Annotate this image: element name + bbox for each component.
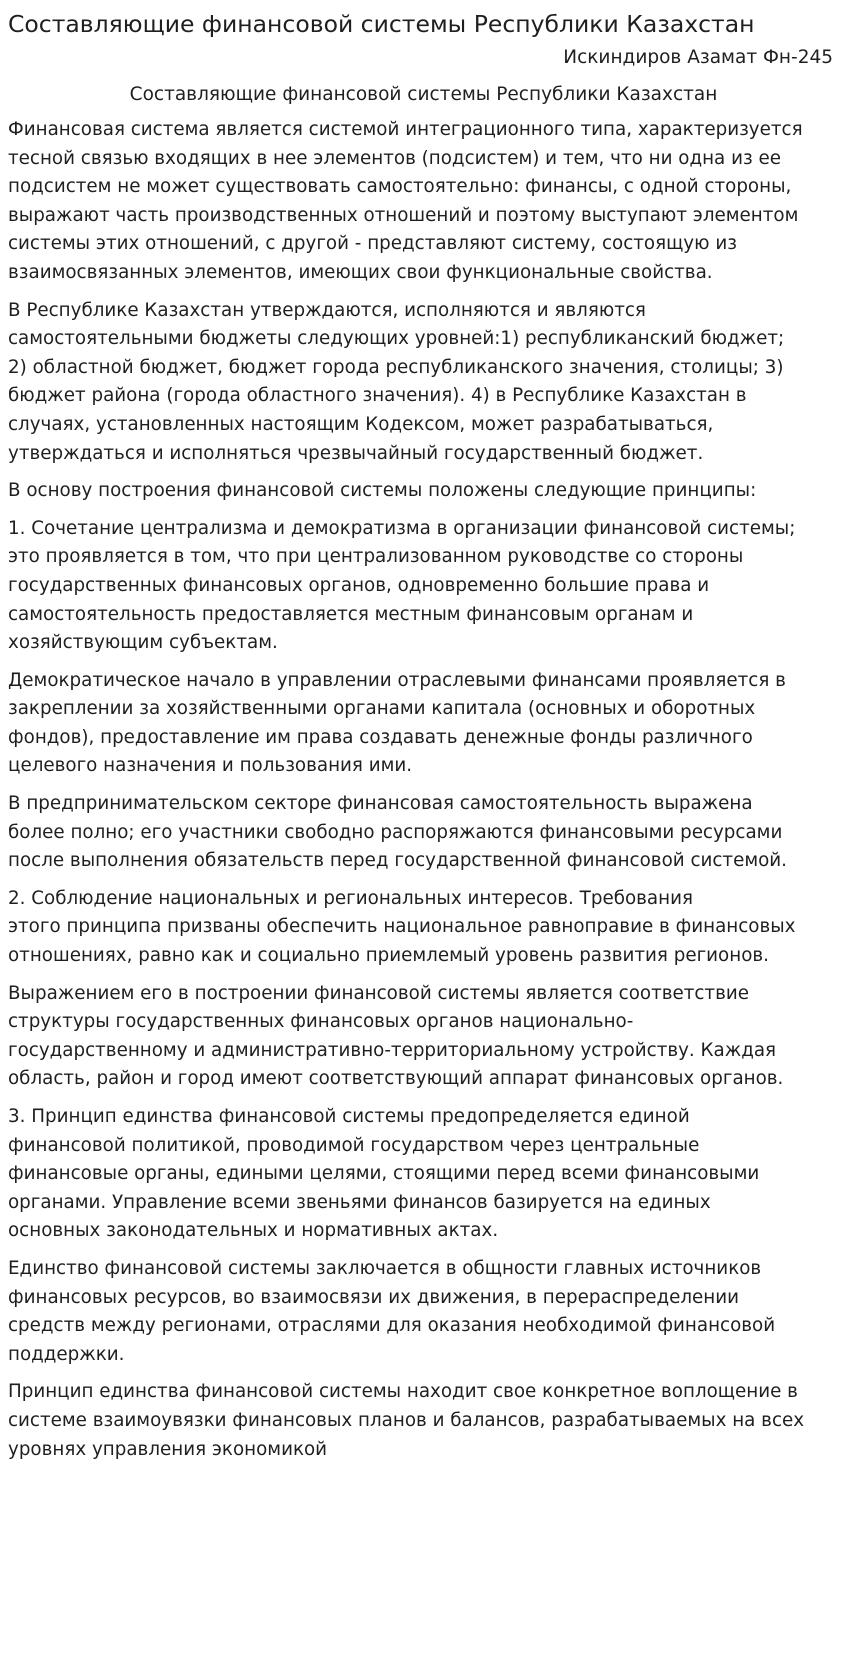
document-body: [8, 116, 839, 1464]
paragraph: В предпринимательском секторе финансовая самостоятельность выражена более полно; его участники свободно распоряжаются финансовыми ресурсами после выполнения обязательств перед государственной финансовой системой.: [8, 793, 787, 872]
document-title: Составляющие финансовой системы Республики Казахстан: [8, 10, 755, 38]
author-line: Искиндиров Азамат Фн-245: [563, 47, 833, 68]
paragraph: Выражением его в построении финансовой системы является соответствие структуры государственных финансовых органов национально- государственному и административно-территориальному устройству. Каждая область, район и город имеют соответствующий аппарат финансовых органов.: [8, 982, 784, 1090]
paragraph: 2. Соблюдение национальных и региональных интересов. Требования этого принципа призваны обеспечить национальное равноправие в финансовых отношениях, равно как и социально приемлемый уровень развития регионов.: [8, 887, 796, 967]
paragraph: Финансовая система является системой интеграционного типа, характеризуется тесной связью входящих в нее элементов (подсистем) и тем, что ни одна из ее подсистем не может существовать самостоятельно: финансы, с одной стороны, выражают часть производственных отношений и поэтому выступают элементом системы этих отношений, с другой - представляют систему, состоящую из взаимосвязанных элементов, имеющих свои функциональные свойства.: [8, 119, 803, 283]
paragraph: В Республике Казахстан утверждаются, исполняются и являются самостоятельными бюджеты следующих уровней:1) республиканский бюджет; 2) областной бюджет, бюджет города республиканского значения, столицы; 3) бюджет района (города областного значения). 4) в Республике Казахстан в случаях, установленных настоящим Кодексом, может разрабатываться, утверждаться и исполняться чрезвычайный государственный бюджет.: [8, 299, 785, 464]
paragraph: Демократическое начало в управлении отраслевыми финансами проявляется в закреплении за хозяйственными органами капитала (основных и оборотных фондов), предоставление им права создавать денежные фонды различного целевого назначения и пользования ими.: [8, 669, 786, 777]
document-subtitle: Составляющие финансовой системы Республики Казахстан: [129, 84, 718, 105]
paragraph: Принцип единства финансовой системы находит свое конкретное воплощение в системе взаимоувязки финансовых планов и балансов, разрабатываемых на всех уровнях управления экономикой: [8, 1381, 805, 1460]
paragraph: В основу построения финансовой системы положены следующие принципы:: [8, 480, 757, 502]
paragraph: Единство финансовой системы заключается в общности главных источников финансовых ресурсов, во взаимосвязи их движения, в перераспределении средств между регионами, отраслями для оказания необходимой финансовой поддержки.: [8, 1257, 776, 1365]
paragraph: 3. Принцип единства финансовой системы предопределяется единой финансовой политикой, проводимой государством через центральные финансовые органы, едиными целями, стоящими перед всеми финансовыми органами. Управление всеми звеньями финансов базируется на единых основных законодательных и нормативных актах.: [8, 1106, 760, 1242]
paragraph: 1. Сочетание централизма и демократизма в организации финансовой системы; это проявляется в том, что при централизованном руководстве со стороны государственных финансовых органов, одновременно большие права и самостоятельность предоставляется местным финансовым органам и хозяйствующим субъектам.: [8, 517, 796, 654]
